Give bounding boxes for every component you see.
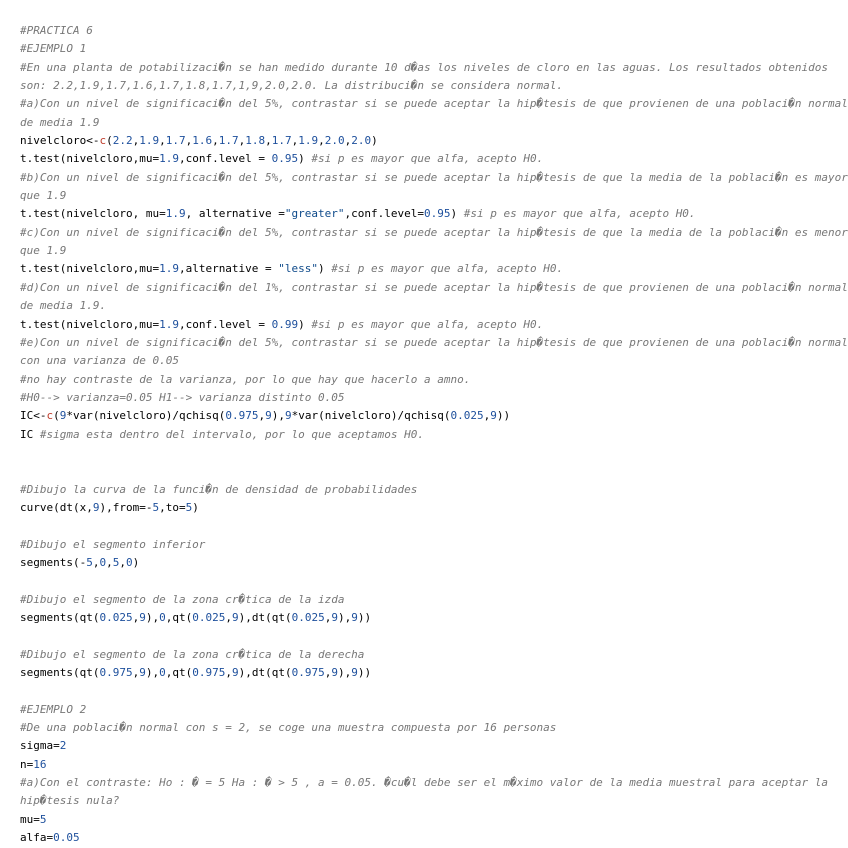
function-name: c: [99, 134, 107, 148]
code-line: [20, 389, 848, 407]
code-text: IC: [20, 427, 40, 441]
code-text: ,: [291, 134, 299, 148]
number-literal: 9: [59, 409, 67, 423]
number-literal: 1.6: [192, 134, 213, 148]
code-line: [20, 77, 848, 95]
code-line: [20, 95, 848, 113]
code-text: t.test(nivelcloro,mu=: [20, 152, 160, 166]
code-text: *var(nivelcloro)/qchisq(: [66, 409, 226, 423]
number-literal: 5: [152, 500, 160, 514]
number-literal: 0.95: [424, 207, 451, 221]
code-text: ,alternative =: [178, 262, 279, 276]
number-literal: 9: [331, 611, 338, 624]
comment: que 1.9: [20, 244, 67, 258]
number-literal: 0.95: [271, 152, 299, 166]
code-text: ,: [265, 134, 272, 148]
number-literal: 5: [185, 500, 193, 514]
number-literal: 1.8: [245, 134, 266, 148]
code-text: IC<-: [20, 409, 47, 423]
code-text: *var(nivelcloro)/qchisq(: [291, 409, 451, 423]
code-line: [20, 242, 848, 260]
code-line: [20, 499, 848, 517]
code-text: ),: [337, 666, 352, 680]
code-text: ,to=: [159, 500, 186, 514]
code-text: nivelcloro<-: [20, 134, 100, 148]
code-line: [20, 150, 848, 168]
number-literal: 0.975: [99, 666, 133, 680]
number-literal: 1.9: [298, 134, 319, 148]
code-line: [20, 59, 848, 77]
code-text: ): [371, 134, 378, 148]
code-line: [20, 627, 848, 645]
code-text: ,: [324, 666, 332, 680]
comment: de media 1.9: [20, 115, 100, 129]
code-text: ,: [106, 555, 113, 569]
code-line: [20, 792, 848, 810]
code-text: ,: [238, 134, 246, 148]
comment: #De una poblaci�n normal con s = 2, se coge una muestra compuesta por 16 personas: [20, 721, 557, 735]
code-text: ),: [145, 666, 160, 680]
number-literal: 0.025: [99, 611, 133, 624]
code-line: [20, 297, 848, 315]
number-literal: 9: [490, 409, 497, 423]
comment: que 1.9: [20, 189, 67, 203]
number-literal: 2: [59, 739, 67, 753]
number-literal: 1.7: [218, 134, 239, 148]
code-text: sigma=: [20, 739, 60, 753]
comment: #En una planta de potabilizaci�n se han medido durante 10 d�as los niveles de cloro en las aguas. Los resultados obtenidos: [20, 60, 828, 74]
code-text: ): [450, 207, 464, 221]
code-line: [20, 517, 848, 535]
comment: #b)Con un nivel de significaci�n del 5%, contrastar si se puede aceptar la hip�tesis de que la media de la poblaci�n es mayor: [20, 170, 848, 184]
code-text: ,conf.level =: [178, 152, 272, 166]
comment: hip�tesis nula?: [20, 794, 120, 808]
comment: #Dibujo el segmento inferior: [20, 537, 206, 551]
comment: #a)Con el contraste: Ho : � = 5 Ha : � > 5 , a = 0.05. �cu�l debe ser el m�ximo valor de la media muestral para aceptar la: [20, 776, 828, 790]
code-text: ),: [145, 611, 160, 624]
code-text: ): [298, 152, 312, 166]
number-literal: 9: [139, 666, 146, 680]
number-literal: 9: [331, 666, 338, 680]
code-line: [20, 114, 848, 132]
number-literal: 0.975: [291, 666, 325, 680]
number-literal: 5: [86, 555, 93, 569]
function-name: c: [46, 409, 54, 423]
comment: #sigma esta dentro del intervalo, por lo que aceptamos H0.: [39, 427, 424, 441]
number-literal: 0.025: [450, 409, 484, 423]
number-literal: 9: [139, 611, 146, 624]
comment: #Dibujo el segmento de la zona cr�tica de la derecha: [20, 647, 365, 661]
number-literal: 1.7: [271, 134, 292, 148]
number-literal: 2.0: [351, 134, 372, 148]
number-literal: 1.9: [159, 317, 179, 331]
code-text: ),from=-: [99, 500, 153, 514]
number-literal: 1.9: [159, 152, 179, 166]
comment: de media 1.9.: [20, 299, 107, 313]
code-line: [20, 279, 848, 297]
code-text: segments(qt(: [20, 611, 100, 624]
code-text: curve(dt(x,: [20, 500, 93, 514]
code-line: [20, 664, 848, 682]
code-text: )): [496, 409, 511, 423]
code-text: ,: [92, 555, 100, 569]
number-literal: 9: [231, 666, 239, 680]
number-literal: 0.99: [271, 317, 299, 331]
code-line: [20, 169, 848, 187]
comment: #Dibujo la curva de la funci�n de densidad de probabilidades: [20, 482, 418, 496]
code-text: ,: [185, 134, 193, 148]
comment: son: 2.2,1.9,1.7,1.6,1.7,1.8,1.7,1,9,2.0,2.0. La distribuci�n se considera normal.: [20, 79, 564, 93]
number-literal: 2.0: [324, 134, 345, 148]
comment: #si p es mayor que alfa, acepto H0.: [311, 152, 544, 166]
number-literal: 9: [351, 666, 358, 680]
code-text: t.test(nivelcloro, mu=: [20, 207, 166, 221]
comment: #si p es mayor que alfa, acepto H0.: [463, 207, 696, 221]
code-line: [20, 829, 848, 847]
code-line: [20, 609, 848, 627]
comment: #H0--> varianza=0.05 H1--> varianza distinto 0.05: [20, 390, 345, 404]
code-text: , alternative =: [185, 207, 285, 221]
comment: #EJEMPLO 1: [20, 42, 87, 56]
code-text: ,: [132, 134, 140, 148]
comment: #si p es mayor que alfa, acepto H0.: [331, 262, 564, 276]
code-text: ,: [132, 611, 140, 624]
code-text: ): [192, 500, 199, 514]
code-line: [20, 646, 848, 664]
code-text: ,: [225, 611, 232, 624]
number-literal: 9: [92, 500, 100, 514]
code-line: [20, 407, 848, 425]
code-line: [20, 187, 848, 205]
code-line: [20, 462, 848, 480]
code-line: [20, 811, 848, 829]
string-literal: "less": [278, 262, 319, 276]
comment: #si p es mayor que alfa, acepto H0.: [311, 317, 544, 331]
code-line: [20, 40, 848, 58]
code-text: segments(qt(: [20, 666, 100, 680]
number-literal: 9: [231, 611, 239, 624]
number-literal: 1.9: [165, 207, 186, 221]
number-literal: 1.9: [139, 134, 160, 148]
code-text: ,: [159, 134, 166, 148]
code-text: (: [53, 409, 60, 423]
code-text: ),: [271, 409, 285, 423]
code-text: ,: [344, 134, 352, 148]
code-line: [20, 682, 848, 700]
number-literal: 0: [125, 555, 133, 569]
comment: #d)Con un nivel de significaci�n del 1%, contrastar si se puede aceptar la hip�tesis de que provienen de una poblaci�n normal: [20, 280, 848, 294]
code-text: (: [106, 134, 113, 148]
number-literal: 9: [265, 409, 272, 423]
code-text: t.test(nivelcloro,mu=: [20, 317, 160, 331]
code-text: ): [318, 262, 332, 276]
code-text: ),dt(qt(: [238, 611, 292, 624]
code-editor[interactable]: [20, 22, 848, 848]
code-line: [20, 224, 848, 242]
number-literal: 0.975: [225, 409, 259, 423]
code-line: [20, 22, 848, 40]
code-text: segments(-: [20, 555, 87, 569]
comment: #a)Con un nivel de significaci�n del 5%, contrastar si se puede aceptar la hip�tesis de que provienen de una poblaci�n normal: [20, 97, 848, 111]
code-line: [20, 205, 848, 223]
code-text: ),: [337, 611, 352, 624]
code-text: ),dt(qt(: [238, 666, 292, 680]
comment: #no hay contraste de la varianza, por lo que hay que hacerlo a amno.: [20, 372, 471, 386]
code-line: [20, 554, 848, 572]
code-line: [20, 352, 848, 370]
comment: #EJEMPLO 2: [20, 702, 87, 716]
code-text: ,: [318, 134, 325, 148]
number-literal: 1.7: [165, 134, 186, 148]
code-text: ,: [258, 409, 266, 423]
code-text: ,: [483, 409, 491, 423]
string-literal: "greater": [284, 207, 345, 221]
code-text: ,conf.level =: [178, 317, 272, 331]
code-line: [20, 371, 848, 389]
code-text: ,: [324, 611, 332, 624]
code-text: t.test(nivelcloro,mu=: [20, 262, 160, 276]
comment: #Dibujo el segmento de la zona cr�tica de la izda: [20, 592, 345, 606]
number-literal: 0.05: [53, 831, 80, 845]
code-text: alfa=: [20, 831, 54, 845]
code-line: [20, 591, 848, 609]
code-line: [20, 536, 848, 554]
comment: #e)Con un nivel de significaci�n del 5%, contrastar si se puede aceptar la hip�tesis de que provienen de una poblaci�n normal: [20, 335, 848, 349]
number-literal: 1.9: [159, 262, 179, 276]
number-literal: 2.2: [112, 134, 133, 148]
code-line: [20, 719, 848, 737]
code-text: )): [357, 611, 372, 624]
code-text: ,: [225, 666, 232, 680]
number-literal: 0.025: [192, 611, 226, 624]
number-literal: 0.975: [192, 666, 226, 680]
number-literal: 0: [99, 555, 107, 569]
code-line: [20, 334, 848, 352]
number-literal: 0.025: [291, 611, 325, 624]
code-line: [20, 260, 848, 278]
code-line: [20, 572, 848, 590]
number-literal: 9: [351, 611, 358, 624]
code-line: [20, 481, 848, 499]
code-line: [20, 132, 848, 150]
comment: #PRACTICA 6: [20, 24, 93, 37]
comment: #c)Con un nivel de significaci�n del 5%, contrastar si se puede aceptar la hip�tesis de que la media de la poblaci�n es menor: [20, 225, 848, 239]
code-line: [20, 444, 848, 462]
code-line: [20, 426, 848, 444]
code-text: ,: [119, 555, 126, 569]
code-line: [20, 774, 848, 792]
number-literal: 16: [33, 757, 47, 771]
code-line: [20, 316, 848, 334]
number-literal: 5: [112, 555, 120, 569]
number-literal: 5: [39, 812, 47, 826]
code-text: ,qt(: [165, 666, 193, 680]
code-line: [20, 737, 848, 755]
code-line: [20, 756, 848, 774]
number-literal: 0: [159, 666, 166, 680]
code-line: [20, 701, 848, 719]
code-text: ,qt(: [165, 611, 193, 624]
code-text: ): [298, 317, 312, 331]
code-text: ,: [132, 666, 140, 680]
code-text: ,conf.level=: [344, 207, 425, 221]
number-literal: 0: [159, 611, 166, 624]
code-text: ): [132, 555, 140, 569]
code-text: mu=: [20, 812, 40, 826]
comment: con una varianza de 0.05: [20, 354, 179, 368]
code-text: n=: [20, 757, 34, 771]
code-text: ,: [212, 134, 219, 148]
code-text: )): [357, 666, 372, 680]
number-literal: 9: [284, 409, 292, 423]
